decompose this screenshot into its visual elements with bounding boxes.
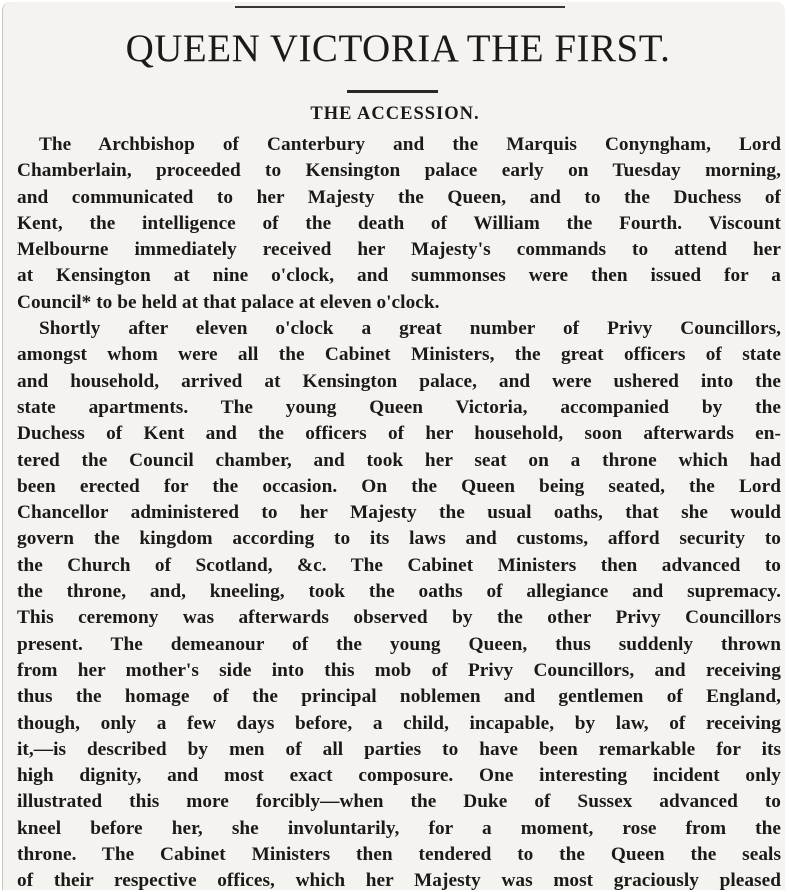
text-line: been erected for the occasion. On the Queen being seated, the Lord <box>17 475 781 497</box>
title-rule <box>347 90 438 93</box>
text-line: Duchess of Kent and the officers of her household, soon afterwards en- <box>17 423 781 445</box>
text-line: The Archbishop of Canterbury and the Marquis Conyngham, Lord <box>39 134 781 155</box>
text-line: Council* to be held at that palace at eleven o'clock. <box>17 291 440 313</box>
text-line: throne. The Cabinet Ministers then tendered to the Queen the seals <box>17 844 781 866</box>
text-line: the throne, and, kneeling, took the oaths of allegiance and supremacy. <box>17 581 781 603</box>
text-line: at Kensington at nine o'clock, and summonses were then issued for a <box>17 265 781 287</box>
text-line: present. The demeanour of the young Queen, thus suddenly thrown <box>17 633 781 655</box>
text-line: thus the homage of the principal noblemen and gentlemen of England, <box>17 686 781 708</box>
top-rule <box>235 6 565 8</box>
text-line: Chamberlain, proceeded to Kensington palace early on Tuesday morning, <box>17 160 781 182</box>
text-line: Chancellor administered to her Majesty the usual oaths, that she would <box>17 502 781 524</box>
article-body <box>17 132 781 890</box>
text-line: illustrated this more forcibly—when the Duke of Sussex advanced to <box>17 791 781 813</box>
text-line: it,—is described by men of all parties to have been remarkable for its <box>17 738 781 760</box>
text-line: and communicated to her Majesty the Queen, and to the Duchess of <box>17 186 781 208</box>
article-title: QUEEN VICTORIA THE FIRST. <box>125 27 671 70</box>
text-line: from her mother's side into this mob of Privy Councillors, and receiving <box>17 659 781 681</box>
text-line: high dignity, and most exact composure. One interesting incident only <box>17 765 781 787</box>
text-line: state apartments. The young Queen Victoria, accompanied by the <box>17 396 781 418</box>
text-line: though, only a few days before, a child, incapable, by law, of receiving <box>17 712 781 734</box>
text-line: tered the Council chamber, and took her seat on a throne which had <box>17 449 781 471</box>
text-line: and household, arrived at Kensington palace, and were ushered into the <box>17 370 781 392</box>
text-line: This ceremony was afterwards observed by the other Privy Councillors <box>17 607 781 629</box>
text-line: the Church of Scotland, &c. The Cabinet Ministers then advanced to <box>17 554 781 576</box>
article-subheading: THE ACCESSION. <box>310 104 480 124</box>
newspaper-page <box>2 2 785 890</box>
text-line: Kent, the intelligence of the death of William the Fourth. Viscount <box>17 212 781 234</box>
text-line: kneel before her, she involuntarily, for a moment, rose from the <box>17 817 781 839</box>
text-line: govern the kingdom according to its laws and customs, afford security to <box>17 528 781 550</box>
text-line: of their respective offices, which her Majesty was most graciously pleased <box>17 870 781 890</box>
text-line: Shortly after eleven o'clock a great number of Privy Councillors, <box>39 318 781 340</box>
text-line: Melbourne immediately received her Majesty's commands to attend her <box>17 239 781 261</box>
text-line: amongst whom were all the Cabinet Ministers, the great officers of state <box>17 344 781 366</box>
